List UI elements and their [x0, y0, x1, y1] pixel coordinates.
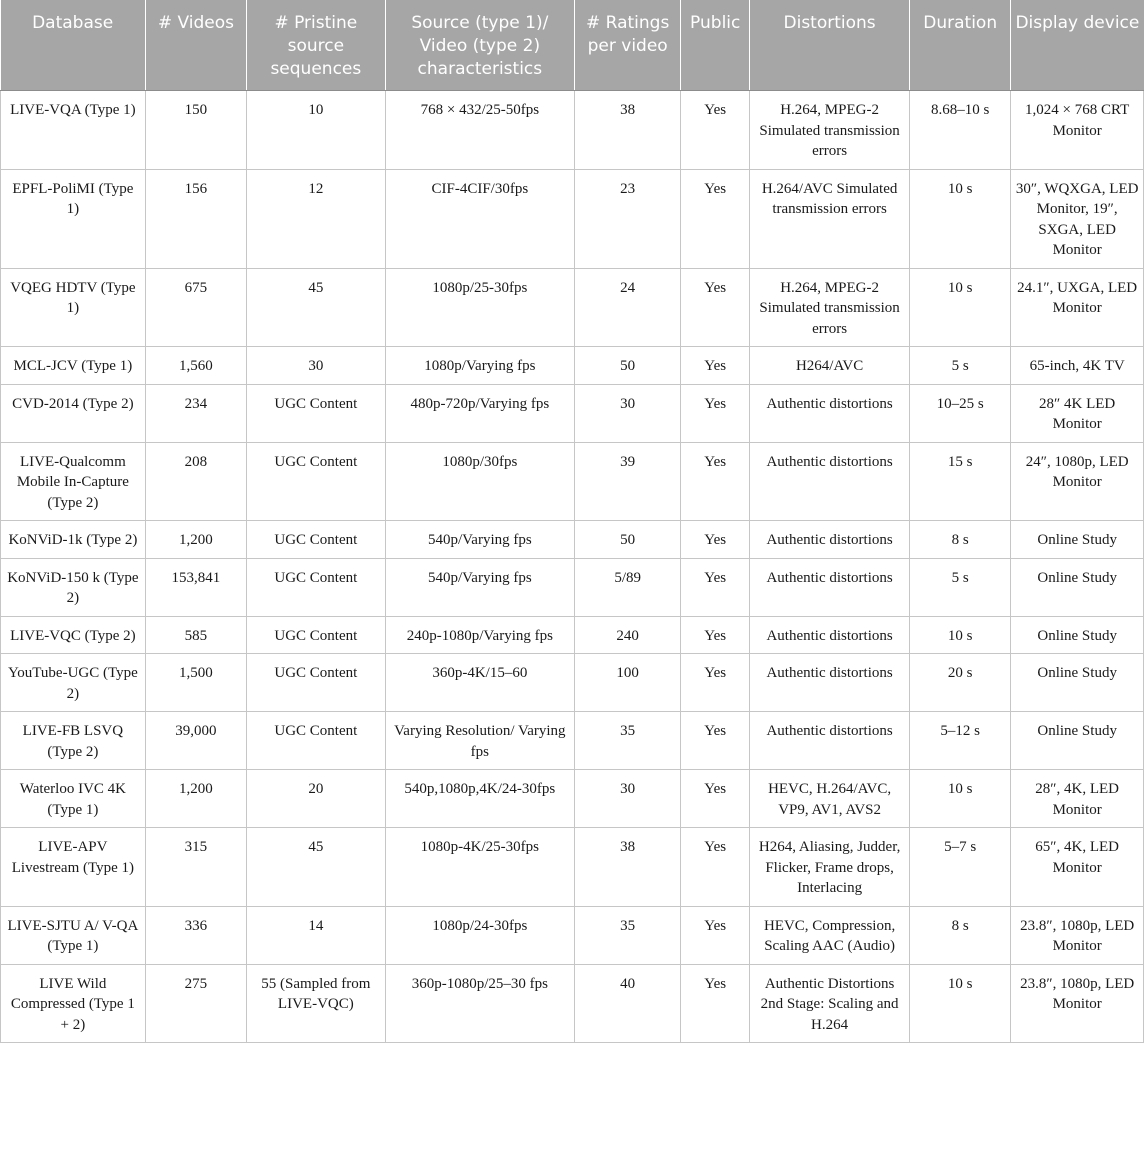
cell-characteristics: 1080p-4K/25-30fps	[385, 828, 574, 907]
cell-duration: 5 s	[910, 347, 1011, 385]
cell-ratings: 24	[575, 268, 681, 347]
cell-public: Yes	[681, 347, 750, 385]
table-row	[1, 521, 1144, 559]
cell-duration: 8.68–10 s	[910, 91, 1011, 170]
cell-duration: 8 s	[910, 906, 1011, 964]
cell-database: KoNViD-150 k (Type 2)	[1, 558, 146, 616]
header-display-device: Display device	[1011, 0, 1144, 91]
cell-public: Yes	[681, 442, 750, 521]
cell-duration: 10 s	[910, 770, 1011, 828]
cell-ratings: 23	[575, 169, 681, 268]
cell-distortions: H264/AVC	[750, 347, 910, 385]
cell-public: Yes	[681, 616, 750, 654]
cell-pristine-sources: UGC Content	[247, 442, 386, 521]
cell-database: EPFL-PoliMI (Type 1)	[1, 169, 146, 268]
cell-duration: 15 s	[910, 442, 1011, 521]
cell-display-device: Online Study	[1011, 616, 1144, 654]
cell-videos: 315	[145, 828, 246, 907]
table-row	[1, 964, 1144, 1043]
table-row	[1, 828, 1144, 907]
cell-pristine-sources: 30	[247, 347, 386, 385]
cell-characteristics: 240p-1080p/Varying fps	[385, 616, 574, 654]
cell-database: YouTube-UGC (Type 2)	[1, 654, 146, 712]
cell-pristine-sources: UGC Content	[247, 384, 386, 442]
cell-characteristics: 1080p/25-30fps	[385, 268, 574, 347]
header-ratings: # Ratings per video	[575, 0, 681, 91]
cell-ratings: 35	[575, 712, 681, 770]
table-row	[1, 712, 1144, 770]
cell-display-device: 30″, WQXGA, LED Monitor, 19″, SXGA, LED Monitor	[1011, 169, 1144, 268]
cell-display-device: 28″ 4K LED Monitor	[1011, 384, 1144, 442]
cell-videos: 150	[145, 91, 246, 170]
header-public: Public	[681, 0, 750, 91]
cell-duration: 5 s	[910, 558, 1011, 616]
cell-characteristics: 540p,1080p,4K/24-30fps	[385, 770, 574, 828]
cell-duration: 5–12 s	[910, 712, 1011, 770]
cell-public: Yes	[681, 906, 750, 964]
cell-distortions: H.264, MPEG-2 Simulated transmission errors	[750, 268, 910, 347]
cell-distortions: H264, Aliasing, Judder, Flicker, Frame drops, Interlacing	[750, 828, 910, 907]
cell-display-device: 24.1″, UXGA, LED Monitor	[1011, 268, 1144, 347]
table-body	[1, 91, 1144, 1043]
table-row	[1, 268, 1144, 347]
cell-duration: 10 s	[910, 268, 1011, 347]
table-row	[1, 169, 1144, 268]
cell-distortions: Authentic Distortions 2nd Stage: Scaling and H.264	[750, 964, 910, 1043]
cell-characteristics: Varying Resolution/ Varying fps	[385, 712, 574, 770]
cell-distortions: Authentic distortions	[750, 712, 910, 770]
cell-ratings: 240	[575, 616, 681, 654]
cell-distortions: Authentic distortions	[750, 654, 910, 712]
cell-duration: 10 s	[910, 964, 1011, 1043]
cell-videos: 1,560	[145, 347, 246, 385]
cell-display-device: 28″, 4K, LED Monitor	[1011, 770, 1144, 828]
cell-ratings: 35	[575, 906, 681, 964]
cell-pristine-sources: UGC Content	[247, 558, 386, 616]
cell-public: Yes	[681, 521, 750, 559]
cell-videos: 1,200	[145, 770, 246, 828]
table-row	[1, 347, 1144, 385]
cell-pristine-sources: 10	[247, 91, 386, 170]
header-pristine-sources: # Pristine source sequences	[247, 0, 386, 91]
cell-pristine-sources: UGC Content	[247, 616, 386, 654]
cell-distortions: H.264, MPEG-2 Simulated transmission errors	[750, 91, 910, 170]
cell-display-device: 65-inch, 4K TV	[1011, 347, 1144, 385]
cell-ratings: 50	[575, 347, 681, 385]
cell-ratings: 30	[575, 770, 681, 828]
cell-videos: 234	[145, 384, 246, 442]
cell-database: LIVE-SJTU A/ V-QA (Type 1)	[1, 906, 146, 964]
cell-ratings: 100	[575, 654, 681, 712]
cell-public: Yes	[681, 964, 750, 1043]
cell-distortions: Authentic distortions	[750, 558, 910, 616]
cell-database: Waterloo IVC 4K (Type 1)	[1, 770, 146, 828]
cell-characteristics: 768 × 432/25-50fps	[385, 91, 574, 170]
cell-characteristics: 1080p/30fps	[385, 442, 574, 521]
table-row	[1, 616, 1144, 654]
cell-pristine-sources: 12	[247, 169, 386, 268]
cell-duration: 20 s	[910, 654, 1011, 712]
cell-videos: 156	[145, 169, 246, 268]
cell-database: KoNViD-1k (Type 2)	[1, 521, 146, 559]
cell-distortions: HEVC, Compression, Scaling AAC (Audio)	[750, 906, 910, 964]
cell-database: MCL-JCV (Type 1)	[1, 347, 146, 385]
cell-public: Yes	[681, 268, 750, 347]
cell-pristine-sources: UGC Content	[247, 654, 386, 712]
cell-display-device: 24″, 1080p, LED Monitor	[1011, 442, 1144, 521]
table-row	[1, 558, 1144, 616]
cell-pristine-sources: 20	[247, 770, 386, 828]
cell-distortions: Authentic distortions	[750, 384, 910, 442]
cell-videos: 153,841	[145, 558, 246, 616]
cell-display-device: Online Study	[1011, 654, 1144, 712]
cell-display-device: Online Study	[1011, 521, 1144, 559]
cell-display-device: Online Study	[1011, 712, 1144, 770]
cell-pristine-sources: 14	[247, 906, 386, 964]
table-row	[1, 442, 1144, 521]
table-row	[1, 906, 1144, 964]
cell-characteristics: 360p-4K/15–60	[385, 654, 574, 712]
cell-characteristics: CIF-4CIF/30fps	[385, 169, 574, 268]
cell-pristine-sources: 55 (Sampled from LIVE-VQC)	[247, 964, 386, 1043]
cell-videos: 275	[145, 964, 246, 1043]
header-characteristics: Source (type 1)/ Video (type 2) characteristics	[385, 0, 574, 91]
cell-database: VQEG HDTV (Type 1)	[1, 268, 146, 347]
cell-videos: 1,200	[145, 521, 246, 559]
cell-distortions: H.264/AVC Simulated transmission errors	[750, 169, 910, 268]
cell-database: CVD-2014 (Type 2)	[1, 384, 146, 442]
cell-characteristics: 360p-1080p/25–30 fps	[385, 964, 574, 1043]
cell-ratings: 30	[575, 384, 681, 442]
cell-public: Yes	[681, 91, 750, 170]
header-database: Database	[1, 0, 146, 91]
table-row	[1, 91, 1144, 170]
cell-duration: 5–7 s	[910, 828, 1011, 907]
cell-ratings: 38	[575, 91, 681, 170]
cell-characteristics: 540p/Varying fps	[385, 521, 574, 559]
cell-ratings: 5/89	[575, 558, 681, 616]
cell-display-device: 23.8″, 1080p, LED Monitor	[1011, 964, 1144, 1043]
cell-duration: 8 s	[910, 521, 1011, 559]
cell-public: Yes	[681, 384, 750, 442]
cell-videos: 585	[145, 616, 246, 654]
table-row	[1, 654, 1144, 712]
cell-ratings: 38	[575, 828, 681, 907]
header-distortions: Distortions	[750, 0, 910, 91]
cell-public: Yes	[681, 828, 750, 907]
cell-display-device: 1,024 × 768 CRT Monitor	[1011, 91, 1144, 170]
cell-characteristics: 540p/Varying fps	[385, 558, 574, 616]
cell-display-device: 65″, 4K, LED Monitor	[1011, 828, 1144, 907]
cell-public: Yes	[681, 770, 750, 828]
table-row	[1, 770, 1144, 828]
header-duration: Duration	[910, 0, 1011, 91]
cell-database: LIVE-Qualcomm Mobile In-Capture (Type 2)	[1, 442, 146, 521]
cell-pristine-sources: 45	[247, 828, 386, 907]
cell-public: Yes	[681, 169, 750, 268]
cell-duration: 10–25 s	[910, 384, 1011, 442]
cell-characteristics: 1080p/Varying fps	[385, 347, 574, 385]
cell-characteristics: 1080p/24-30fps	[385, 906, 574, 964]
cell-videos: 675	[145, 268, 246, 347]
cell-videos: 336	[145, 906, 246, 964]
cell-database: LIVE-VQA (Type 1)	[1, 91, 146, 170]
cell-database: LIVE-APV Livestream (Type 1)	[1, 828, 146, 907]
table-row	[1, 384, 1144, 442]
cell-pristine-sources: UGC Content	[247, 712, 386, 770]
cell-videos: 208	[145, 442, 246, 521]
cell-characteristics: 480p-720p/Varying fps	[385, 384, 574, 442]
cell-duration: 10 s	[910, 616, 1011, 654]
cell-database: LIVE Wild Compressed (Type 1 + 2)	[1, 964, 146, 1043]
cell-distortions: HEVC, H.264/AVC, VP9, AV1, AVS2	[750, 770, 910, 828]
cell-videos: 1,500	[145, 654, 246, 712]
cell-pristine-sources: 45	[247, 268, 386, 347]
header-row	[1, 0, 1144, 91]
header-videos: # Videos	[145, 0, 246, 91]
cell-ratings: 39	[575, 442, 681, 521]
cell-distortions: Authentic distortions	[750, 442, 910, 521]
cell-public: Yes	[681, 654, 750, 712]
cell-public: Yes	[681, 558, 750, 616]
cell-display-device: 23.8″, 1080p, LED Monitor	[1011, 906, 1144, 964]
cell-public: Yes	[681, 712, 750, 770]
cell-ratings: 40	[575, 964, 681, 1043]
cell-database: LIVE-FB LSVQ (Type 2)	[1, 712, 146, 770]
cell-display-device: Online Study	[1011, 558, 1144, 616]
cell-duration: 10 s	[910, 169, 1011, 268]
cell-distortions: Authentic distortions	[750, 521, 910, 559]
cell-ratings: 50	[575, 521, 681, 559]
cell-distortions: Authentic distortions	[750, 616, 910, 654]
cell-videos: 39,000	[145, 712, 246, 770]
cell-pristine-sources: UGC Content	[247, 521, 386, 559]
cell-database: LIVE-VQC (Type 2)	[1, 616, 146, 654]
